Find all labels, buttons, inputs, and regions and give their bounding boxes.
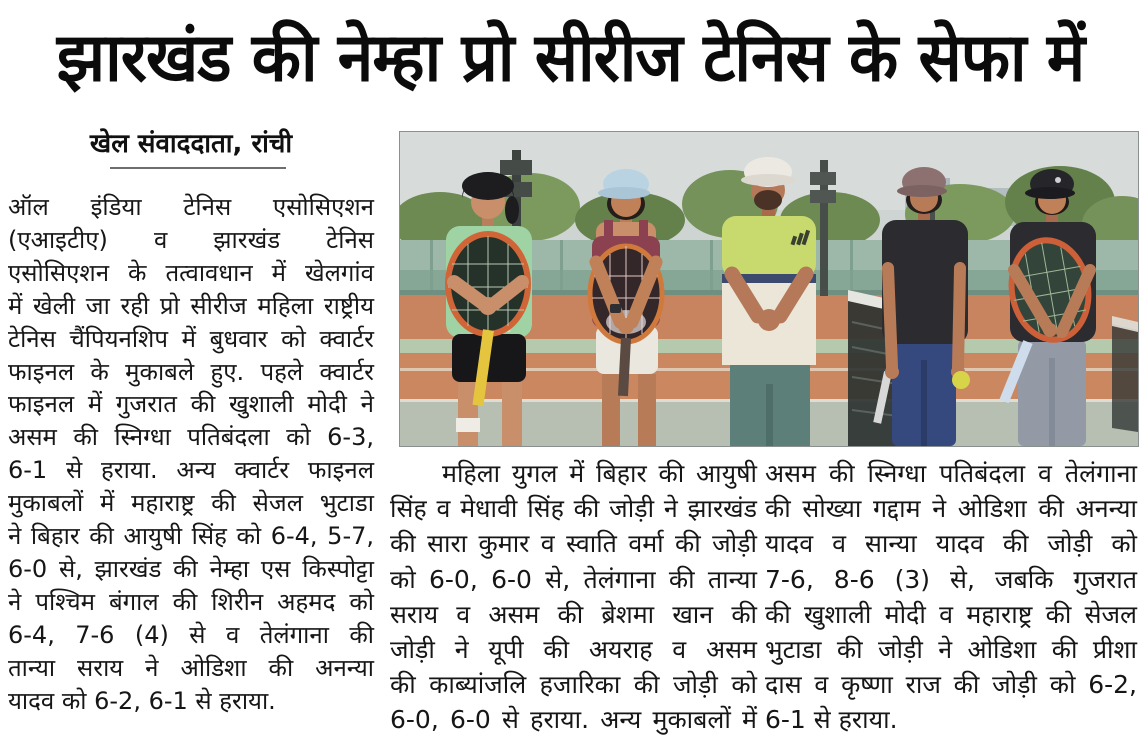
text-line: तान्या सराय ने ओडिशा की अनन्या (8, 653, 374, 682)
article-column-3 (765, 456, 1137, 738)
text-line: (एआइटीए) व झारखंड टेनिस (8, 225, 374, 254)
headline: झारखंड की नेम्हा प्रो सीरीज टेनिस के सेफा में (56, 19, 1085, 98)
text-line: ऑल इंडिया टेनिस एसोसिएशन (8, 193, 374, 221)
text-line: 6-4, 7-6 (4) से व तेलंगाना की (8, 620, 374, 649)
byline-rule (110, 167, 286, 169)
puma-logo (1055, 177, 1061, 183)
text-line: 6-1 से हराया. अन्य क्वार्टर फाइनल (8, 456, 374, 485)
text-line: दास व कृष्णा राज की जोड़ी को 6-2, (765, 670, 1137, 700)
photo-scene (400, 132, 1138, 446)
news-photo (399, 131, 1139, 447)
article-column-1 (8, 191, 374, 718)
text-line: की खुशाली मोदी व महाराष्ट्र की सेजल (765, 599, 1137, 629)
text-line: 6-1 से हराया. (765, 705, 898, 735)
text-line: यादव को 6-2, 6-1 से हराया. (8, 686, 276, 715)
text-line: 6-0 से, झारखंड की नेम्हा एस किस्पोट्टा (8, 554, 374, 583)
text-line: सराय व असम की ब्रेशमा खान की (390, 599, 757, 629)
text-line: 7-6, 8-6 (3) से, जबकि गुजरात (765, 564, 1137, 594)
beard (754, 190, 782, 210)
text-line: फाइनल के मुकाबले हुए. पहले क्वार्टर (8, 357, 374, 386)
text-line: में खेली जा रही प्रो सीरीज महिला राष्ट्रीय (8, 291, 374, 320)
text-line: यादव व सान्या यादव की जोड़ी को (765, 529, 1137, 559)
text-line: सिंह व मेधावी सिंह की जोड़ी ने झारखंड (390, 494, 757, 524)
text-line: मुकाबलों में महाराष्ट्र की सेजल भुटाडा (8, 489, 374, 518)
text-line: भुटाडा की जोड़ी ने ओडिशा की प्रीशा (765, 635, 1137, 665)
text-line: असम की स्निग्धा पतिबंदला को 6-3, (8, 423, 374, 452)
text-line: 6-0, 6-0 से हराया. अन्य मुकाबलों में (390, 705, 757, 735)
text-line: असम की स्निग्धा पतिबंदला व तेलंगाना (765, 459, 1137, 488)
byline: खेल संवाददाता, रांची (89, 129, 293, 159)
text-line: महिला युगल में बिहार की आयुषी (442, 459, 757, 488)
wrist-watch (610, 304, 621, 313)
text-line: टेनिस चैंपियनशिप में बुधवार को क्वार्टर (8, 324, 374, 353)
text-line: ने बिहार की आयुषी सिंह को 6-4, 5-7, (8, 522, 374, 551)
text-line: जोड़ी ने यूपी की अयराह व असम (390, 635, 757, 665)
text-line: की सोख्या गद्दाम ने ओडिशा की अनन्या (765, 494, 1137, 524)
text-line: एसोसिएशन के तत्वावधान में खेलगांव (8, 258, 374, 287)
tennis-ball (952, 371, 970, 389)
text-line: ने पश्चिम बंगाल की शिरीन अहमद को (8, 587, 374, 616)
text-line: को 6-0, 6-0 से, तेलंगाना की तान्या (390, 564, 757, 594)
text-line: की सारा कुमार व स्वाति वर्मा की जोड़ी (390, 529, 757, 559)
text-line: की काब्यांजलि हजारिका की जोड़ी को (390, 670, 757, 700)
article-column-2 (390, 456, 757, 738)
bandana (462, 172, 514, 200)
text-line: फाइनल में गुजरात की खुशाली मोदी ने (8, 390, 374, 419)
